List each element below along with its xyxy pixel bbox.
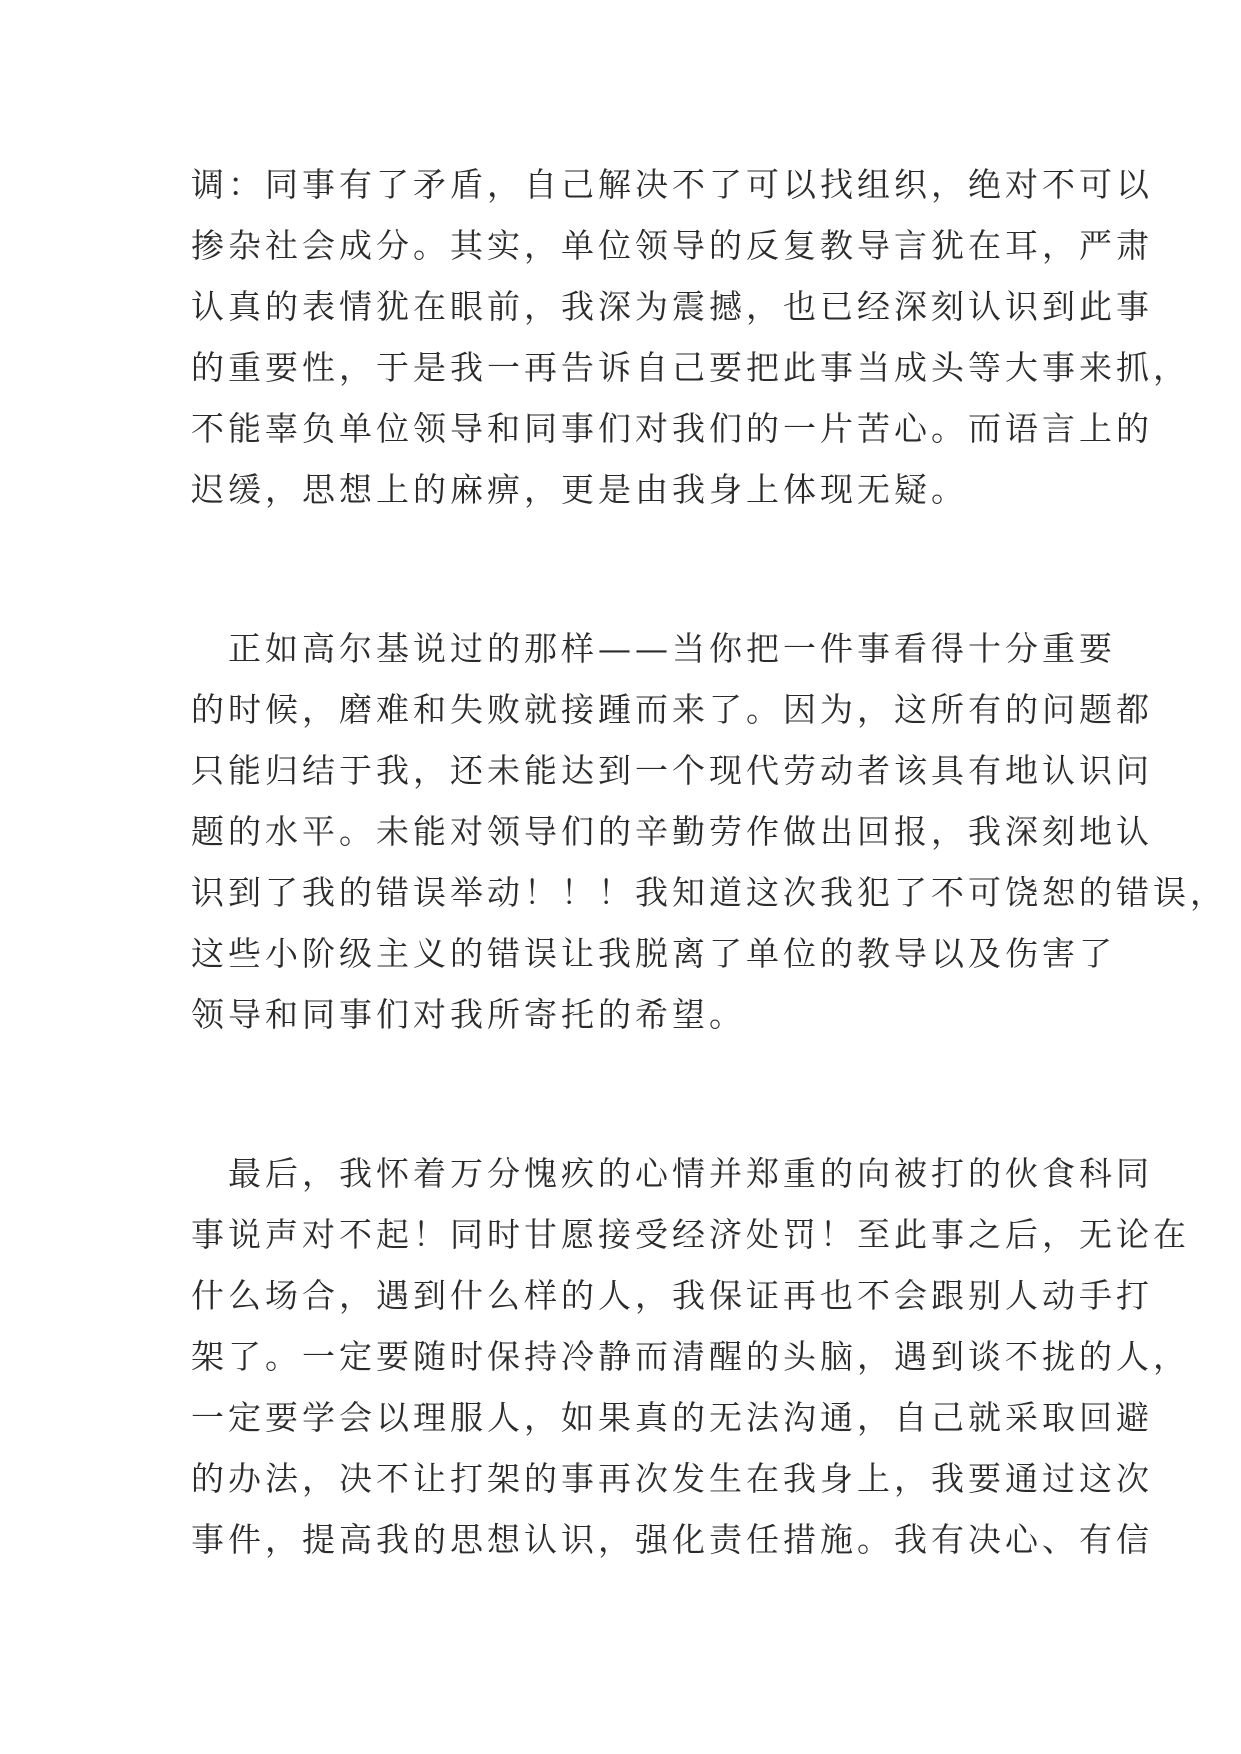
paragraph-3	[191, 1143, 1190, 1570]
paragraph-1	[191, 154, 1190, 520]
paragraph-line: 只能归结于我，还未能达到一个现代劳动者该具有地认识问	[191, 751, 1153, 790]
paragraph-line: 掺杂社会成分。其实，单位领导的反复教导言犹在耳，严肃	[191, 226, 1153, 265]
paragraph-line: 题的水平。未能对领导们的辛勤劳作做出回报，我深刻地认	[191, 812, 1153, 851]
paragraph-line: 事件，提高我的思想认识，强化责任措施。我有决心、有信	[191, 1520, 1153, 1559]
paragraph-line: 调：同事有了矛盾，自己解决不了可以找组织，绝对不可以	[191, 165, 1153, 204]
paragraph-line: 这些小阶级主义的错误让我脱离了单位的教导以及伤害了	[191, 934, 1116, 973]
paragraph-line: 不能辜负单位领导和同事们对我们的一片苦心。而语言上的	[191, 409, 1153, 448]
paragraph-line: 迟缓，思想上的麻痹，更是由我身上体现无疑。	[191, 470, 968, 509]
paragraph-2	[191, 618, 1227, 1045]
paragraph-line: 领导和同事们对我所寄托的希望。	[191, 995, 746, 1034]
paragraph-line: 最后，我怀着万分愧疚的心情并郑重的向被打的伙食科同	[191, 1154, 1153, 1193]
paragraph-line: 一定要学会以理服人，如果真的无法沟通，自己就采取回避	[191, 1398, 1153, 1437]
paragraph-line: 的重要性，于是我一再告诉自己要把此事当成头等大事来抓，	[191, 348, 1190, 387]
paragraph-line: 事说声对不起！同时甘愿接受经济处罚！至此事之后，无论在	[191, 1215, 1190, 1254]
paragraph-line: 什么场合，遇到什么样的人，我保证再也不会跟别人动手打	[191, 1276, 1153, 1315]
paragraph-line: 的时候，磨难和失败就接踵而来了。因为，这所有的问题都	[191, 690, 1153, 729]
paragraph-line: 正如高尔基说过的那样——当你把一件事看得十分重要	[191, 629, 1116, 668]
paragraph-line: 的办法，决不让打架的事再次发生在我身上，我要通过这次	[191, 1459, 1153, 1498]
paragraph-line: 架了。一定要随时保持冷静而清醒的头脑，遇到谈不拢的人，	[191, 1337, 1190, 1376]
paragraph-line: 识到了我的错误举动！！！我知道这次我犯了不可饶恕的错误，	[191, 873, 1227, 912]
paragraph-line: 认真的表情犹在眼前，我深为震撼，也已经深刻认识到此事	[191, 287, 1153, 326]
